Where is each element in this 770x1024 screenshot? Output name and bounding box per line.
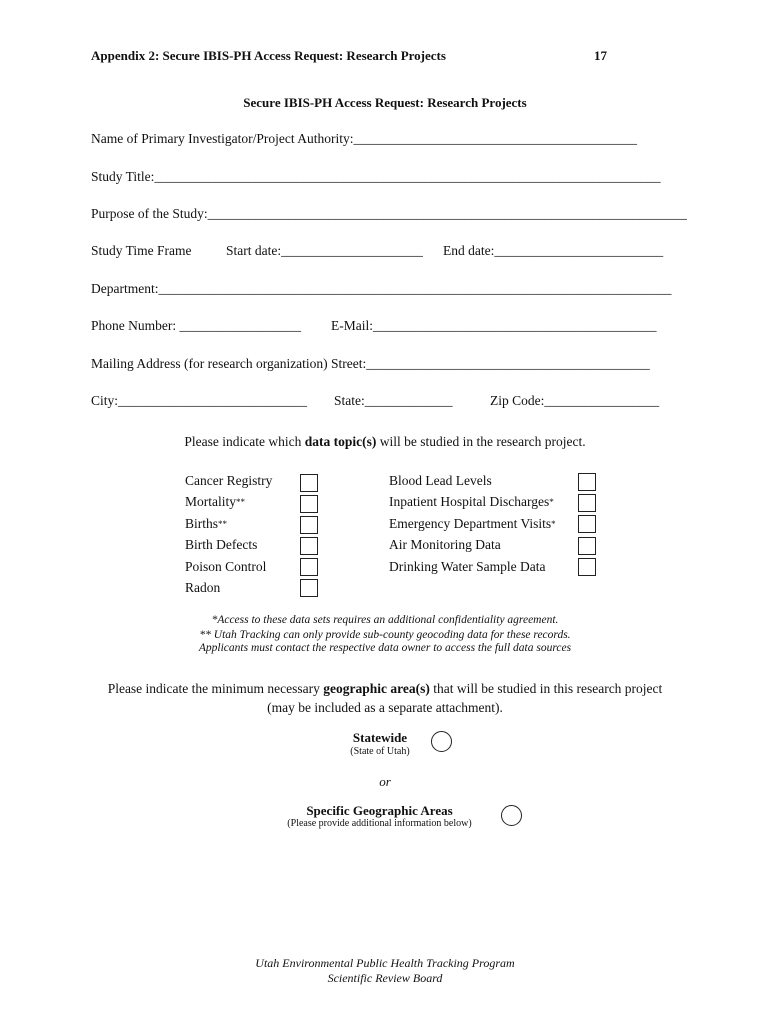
topic-text: Cancer Registry (185, 473, 273, 488)
note-data-owner: Applicants must contact the respective data owner to access the full data sources (198, 642, 572, 654)
topic-text: Births (185, 516, 219, 531)
study-title-field[interactable]: Study Title:___________________________________________________________________________ (91, 169, 661, 184)
geo-prompt (0, 681, 770, 697)
topic-label-air-monitoring (389, 537, 501, 553)
checkbox-inpatient[interactable] (578, 494, 596, 512)
topics-prompt (0, 434, 770, 450)
note-confidentiality: *Access to these data sets requires an additional confidentiality agreement. (211, 614, 559, 626)
specific-areas-label: Specific Geographic Areas (306, 803, 453, 818)
checkbox-drinking-water[interactable] (578, 558, 596, 576)
geo-prompt-before: Please indicate the minimum necessary (107, 681, 324, 696)
statewide-label: Statewide (352, 730, 408, 745)
purpose-field[interactable]: Purpose of the Study:_______________________________________________________________________ (91, 206, 687, 221)
end-date-field[interactable]: End date:_________________________ (443, 243, 664, 258)
topic-text: Poison Control (185, 559, 267, 574)
checkbox-poison-control[interactable] (300, 558, 318, 576)
specific-areas-sublabel: (Please provide additional information below) (287, 818, 472, 829)
form-title: Secure IBIS-PH Access Request: Research Projects (243, 95, 527, 110)
statewide-sublabel: (State of Utah) (350, 746, 410, 757)
checkbox-blood-lead[interactable] (578, 473, 596, 491)
checkbox-cancer-registry[interactable] (300, 474, 318, 492)
checkbox-emergency[interactable] (578, 515, 596, 533)
mailing-address-field[interactable]: Mailing Address (for research organization) Street:__________________________________________ (91, 356, 650, 371)
geo-prompt-after: that will be studied in this research project (429, 681, 663, 696)
city-field[interactable]: City:____________________________ (91, 393, 308, 408)
topic-text: Drinking Water Sample Data (389, 559, 546, 574)
topic-footnote-mark: ** (236, 497, 245, 507)
topic-text: Mortality (185, 494, 236, 509)
primary-investigator-field[interactable]: Name of Primary Investigator/Project Authority:__________________________________________ (91, 131, 637, 146)
phone-field[interactable]: Phone Number: __________________ (91, 318, 301, 333)
topic-text: Radon (185, 580, 221, 595)
checkbox-births[interactable] (300, 516, 318, 534)
topic-footnote-mark: * (551, 519, 556, 529)
topic-label-radon (185, 580, 220, 596)
start-date-field[interactable]: Start date:_____________________ (226, 243, 423, 258)
geo-prompt-bold: geographic area(s) (323, 681, 430, 696)
topic-text: Blood Lead Levels (389, 473, 492, 488)
department-field[interactable]: Department:____________________________________________________________________________ (91, 281, 672, 296)
page-number: 17 (594, 48, 607, 63)
topic-label-poison-control (185, 559, 266, 575)
topics-prompt-after: will be studied in the research project. (376, 434, 586, 449)
state-field[interactable]: State:_____________ (334, 393, 453, 408)
page-header-title: Appendix 2: Secure IBIS-PH Access Request: Research Projects (91, 48, 446, 63)
topic-label-births (185, 516, 227, 532)
zip-field[interactable]: Zip Code:_________________ (490, 393, 660, 408)
checkbox-mortality[interactable] (300, 495, 318, 513)
topic-label-cancer-registry (185, 473, 272, 489)
topic-label-emergency (389, 516, 556, 532)
topics-prompt-bold: data topic(s) (304, 434, 377, 449)
checkbox-air-monitoring[interactable] (578, 537, 596, 555)
topic-label-inpatient (389, 494, 554, 510)
topic-text: Air Monitoring Data (389, 537, 501, 552)
statewide-radio[interactable] (431, 731, 452, 752)
specific-areas-radio[interactable] (501, 805, 522, 826)
topic-footnote-mark: * (549, 497, 554, 507)
topic-text: Emergency Department Visits (389, 516, 552, 531)
or-separator: or (379, 774, 391, 789)
topic-text: Birth Defects (185, 537, 258, 552)
topic-text: Inpatient Hospital Discharges (389, 494, 550, 509)
topic-label-blood-lead (389, 473, 492, 489)
footer-program: Utah Environmental Public Health Tracking Program (255, 956, 515, 970)
topics-prompt-before: Please indicate which (184, 434, 305, 449)
checkbox-birth-defects[interactable] (300, 537, 318, 555)
topic-label-mortality (185, 494, 245, 510)
topic-footnote-mark: ** (218, 519, 228, 529)
geo-prompt-line2: (may be included as a separate attachment). (267, 700, 503, 715)
time-frame-label: Study Time Frame (91, 243, 192, 258)
checkbox-radon[interactable] (300, 579, 318, 597)
topic-label-drinking-water (389, 559, 546, 575)
note-subcounty: ** Utah Tracking can only provide sub-county geocoding data for these records. (199, 629, 571, 641)
email-field[interactable]: E-Mail:__________________________________________ (331, 318, 657, 333)
footer-board: Scientific Review Board (327, 971, 443, 985)
topic-label-birth-defects (185, 537, 257, 553)
